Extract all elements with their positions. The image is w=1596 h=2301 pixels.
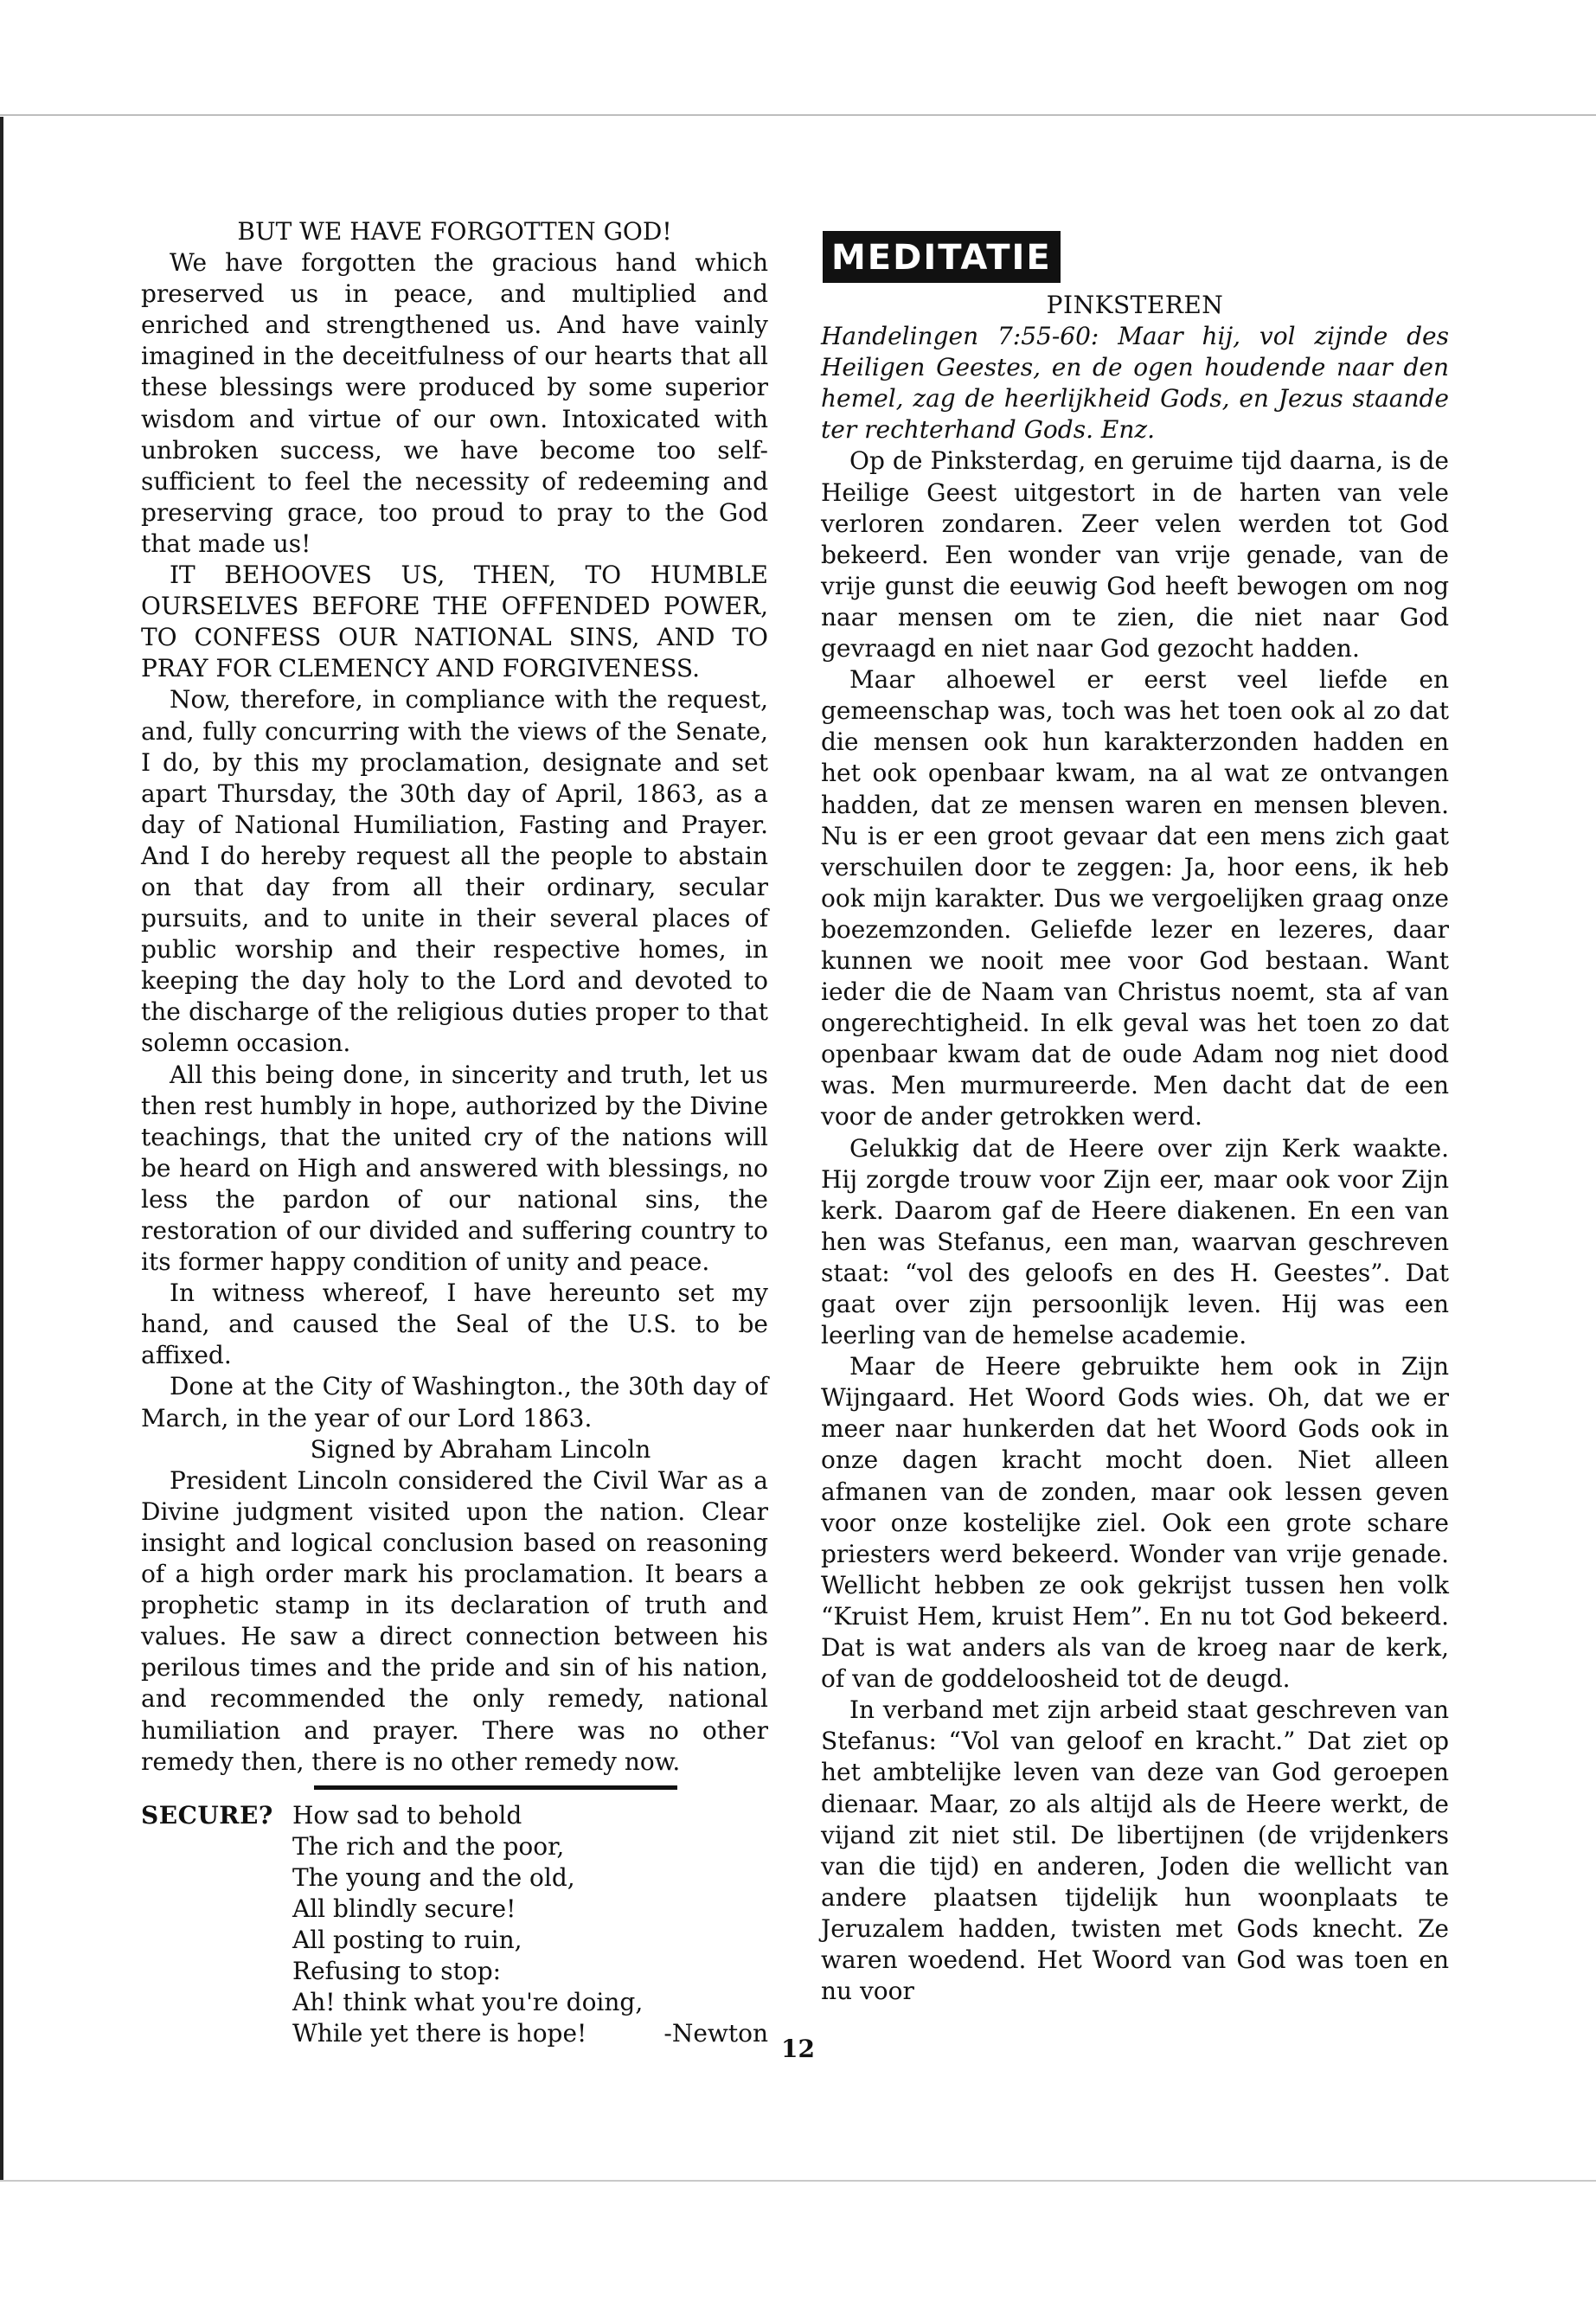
scan-left-edge: [0, 117, 3, 2180]
scan-bottom-edge: [0, 2180, 1596, 2182]
paragraph: Op de Pinksterdag, en geruime tijd daarna, is de Heilige Geest uitgestort in de harten van vele verloren zondaren. Zeer velen werden tot God bekeerd. Een wonder van vrije genade, van de vrije gunst die eeuwig God heeft bewogen om nog naar mensen om te zien, die niet naar God gevraagd en niet naar God gezocht hadden.: [821, 446, 1449, 663]
page-number: 12: [781, 2035, 815, 2063]
left-column: [141, 216, 768, 2049]
divider-rule: [314, 1785, 677, 1790]
scripture-text: Handelingen 7:55-60: Maar hij, vol zijnde des Heiligen Geestes, en de ogen houdende naar den hemel, zag de heerlijkheid Gods, en Jezus staande ter rechterhand Gods. Enz.: [821, 322, 1449, 445]
signature: Signed by Abraham Lincoln: [310, 1434, 651, 1464]
paragraph: Now, therefore, in compliance with the request, and, fully concurring with the views of the Senate, I do, by this my proclamation, designate and set apart Thursday, the 30th day of April, 1863, as a day of National Humiliation, Fasting and Prayer. And I do hereby request all the people to abstain on that day from all their ordinary, secular pursuits, and to unite in their several places of public worship and their respective homes, in keeping the day holy to the Lord and devoted to the discharge of the religious duties proper to that solemn occasion.: [141, 685, 768, 1058]
poem-label: SECURE?: [141, 1800, 273, 1830]
poem-line: The rich and the poor,: [292, 1831, 565, 1861]
paragraph: Maar alhoewel er eerst veel liefde en gemeenschap was, toch was het toen ook al zo dat die mensen ook hun karakterzonden hadden en het ook openbaar kwam, na al wat ze ontvangen hadden, dat ze mensen waren en mensen bleven. Nu is er een groot gevaar dat een mens zich gaat verschuilen door te zeggen: Ja, hoor eens, ik heb ook mijn karakter. Dus we vergoelijken graag onze boezemzonden. Geliefde lezer en lezeres, daar kunnen we nooit mee voor God bestaan. Want ieder die de Naam van Christus noemt, sta af van ongerechtigheid. In elk geval was het toen zo dat openbaar kwam dat de oude Adam nog niet dood was. Men murmureerde. Men dacht dat de een voor de ander getrokken werd.: [821, 665, 1449, 1131]
scan-top-margin: [0, 0, 1596, 116]
paragraph: In witness whereof, I have hereunto set my hand, and caused the Seal of the U.S. to be affixed.: [141, 1279, 768, 1370]
poem-line: All posting to ruin,: [292, 1926, 522, 1955]
paragraph: We have forgotten the gracious hand which preserved us in peace, and multiplied and enriched and strengthened us. And have vainly imagined in the deceitfulness of our hearts that all these blessings were produced by some superior wisdom and virtue of our own. Intoxicated with unbroken success, we have become too self-sufficient to feel the necessity of redeeming and preserving grace, too proud to pray to the God that made us!: [141, 248, 768, 558]
poem-line: All blindly secure!: [292, 1894, 516, 1923]
scripture-reference: [821, 321, 1449, 445]
commentary-paragraph: President Lincoln considered the Civil War as a Divine judgment visited upon the nation. Clear insight and logical conclusion based on reasoning of a high order mark his proclamation. It bears a prophetic stamp in its declaration of truth and values. He saw a direct connection between his perilous times and the pride and sin of his nation, and recommended the only remedy, national humiliation and prayer. There was no other remedy then, there is no other remedy now.: [141, 1465, 768, 1776]
paragraph: Maar de Heere gebruikte hem ook in Zijn Wijngaard. Het Woord Gods wies. Oh, dat we er meer naar hunkerden dat het Woord Gods ook in onze dagen kracht mocht doen. Niet alleen afmanen van de zonden, maar ook lessen geven voor onze kostelijke ziel. Ook een grote schare priesters werd bekeerd. Wonder van vrije genade. Wellicht hebben ze ook gekrijst tussen hen volk “Kruist Hem, kruist Hem”. En nu tot God bekeerd. Dat is wat anders als van de kroeg naar de kerk, of van de goddeloosheid tot de deugd.: [821, 1352, 1449, 1694]
paragraph: Done at the City of Washington., the 30th day of March, in the year of our Lord 1863.: [141, 1372, 768, 1433]
paragraph: Gelukkig dat de Heere over zijn Kerk waakte. Hij zorgde trouw voor Zijn eer, maar ook voor Zijn kerk. Daarom gaf de Heere diakenen. En een van hen was Stefanus, een man, waarvan geschreven staat: “vol des geloofs en des H. Geestes”. Dat gaat over zijn persoonlijk leven. Hij was een leerling van de hemelse academie.: [821, 1133, 1449, 1350]
poem-line: While yet there is hope!: [292, 2019, 587, 2048]
paragraph: In verband met zijn arbeid staat geschreven van Stefanus: “Vol van geloof en kracht.” Dat ziet op het ambtelijke leven van deze van God geroepen dienaar. Maar, zo als altijd als de Heere werkt, de vijand zit niet stil. De libertijnen (de vrijdenkers van die tijd) en anderen, Joden die wellicht van andere plaatsen tijdelijk hun woonplaats te Jeruzalem hadden, twisten met Gods knecht. Ze waren woedend. Het Woord van God was toen en nu voor: [821, 1695, 1449, 2006]
proclamation-heading: BUT WE HAVE FORGOTTEN GOD!: [237, 217, 672, 246]
poem: [141, 1800, 768, 2050]
poem-line: How sad to behold: [292, 1800, 522, 1830]
right-column: [821, 216, 1449, 2007]
meditatie-badge: MEDITATIE: [823, 231, 1061, 283]
poem-line: Refusing to stop:: [292, 1957, 502, 1986]
poem-lines: [292, 1800, 768, 2050]
poem-author: -Newton: [663, 2019, 768, 2048]
poem-line: Ah! think what you're doing,: [292, 1988, 644, 2017]
paragraph: All this being done, in sincerity and truth, let us then rest humbly in hope, authorized by the Divine teachings, that the united cry of the nations will be heard on High and answered with blessings, no less the pardon of our national sins, the restoration of our divided and suffering country to its former happy condition of unity and peace.: [141, 1060, 768, 1277]
article-title: PINKSTEREN: [1046, 291, 1224, 319]
poem-line: The young and the old,: [292, 1862, 575, 1892]
paragraph: IT BEHOOVES US, THEN, TO HUMBLE OURSELVES BEFORE THE OFFENDED POWER, TO CONFESS OUR NATIONAL SINS, AND TO PRAY FOR CLEMENCY AND FORGIVENESS.: [141, 561, 768, 683]
